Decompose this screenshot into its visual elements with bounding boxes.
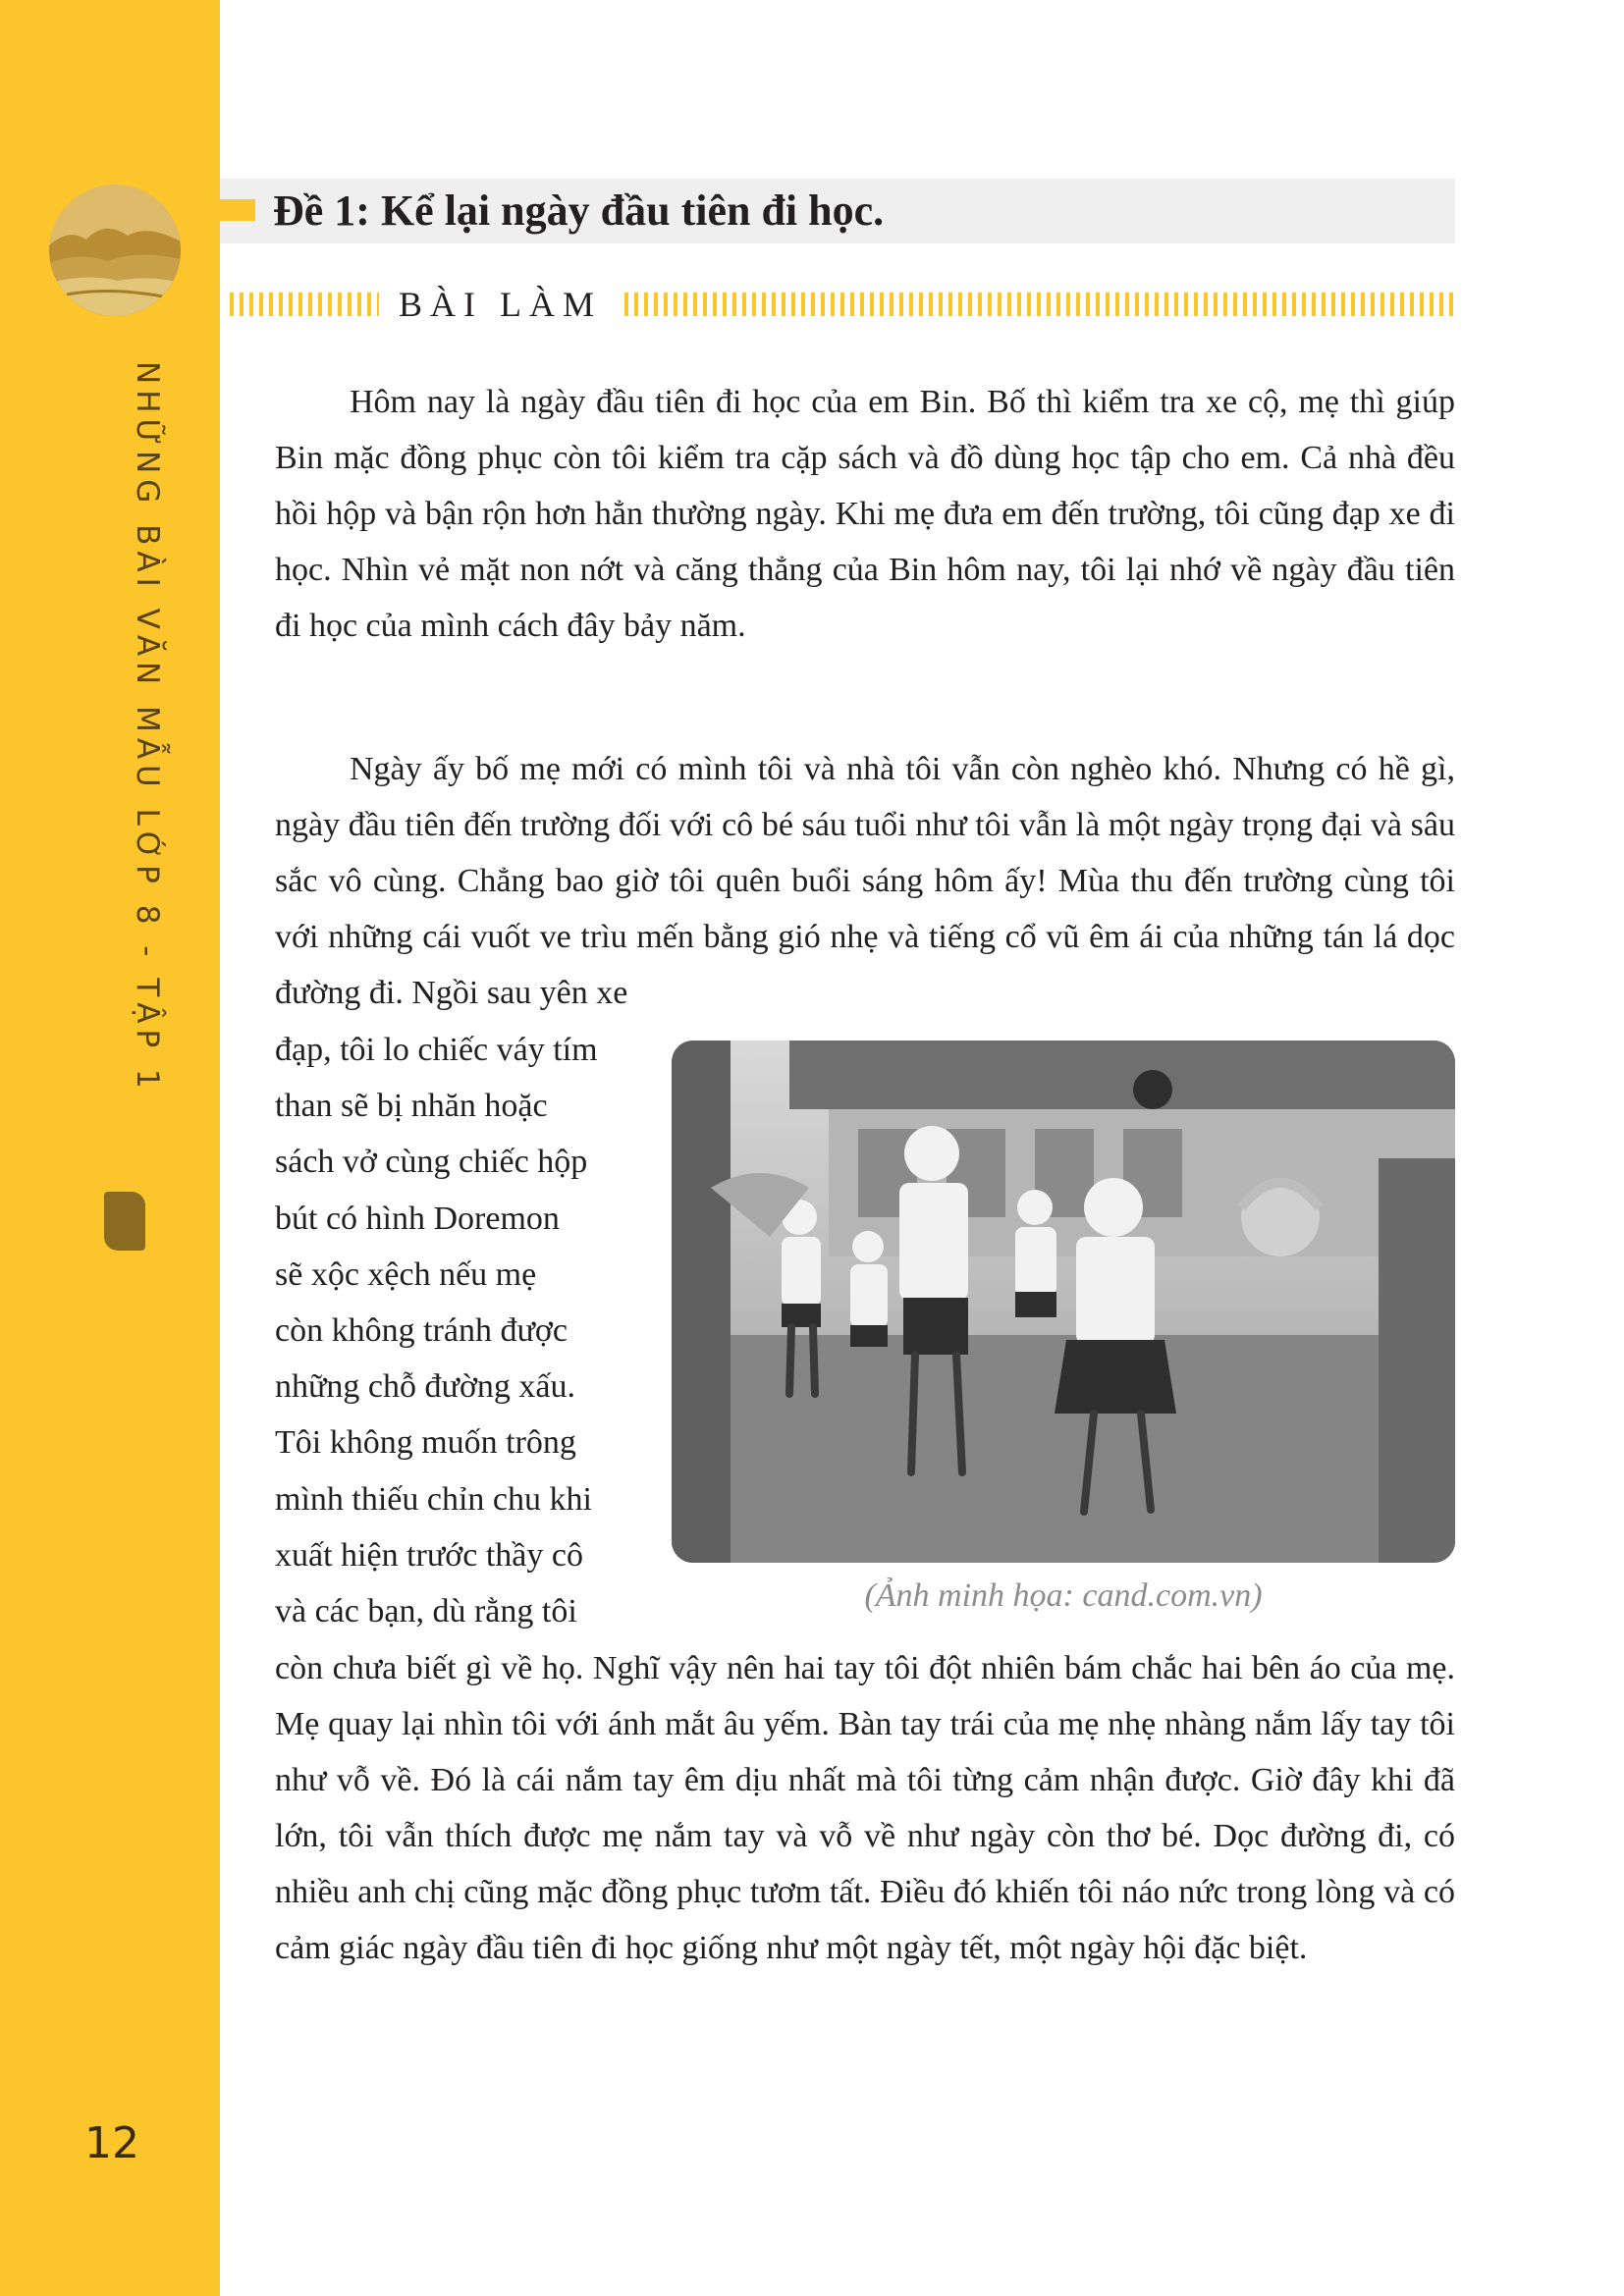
- landscape-emblem-icon: [49, 185, 181, 316]
- wrapped-line: còn không tránh được: [275, 1312, 568, 1350]
- paragraph-3-continued: còn chưa biết gì về họ. Nghĩ vậy nên hai tay tôi đột nhiên bám chắc hai bên áo của mẹ. Mẹ quay lại nhìn tôi với ánh mắt âu yếm. Bàn tay trái của mẹ nhẹ nhàng nắm lấy tay tôi như vỗ về. Đó là cái nắm tay êm dịu nhất mà tôi từng cảm nhận được. Giờ đây khi đã lớn, tôi vẫn thích được mẹ nắm tay và vỗ về như ngày còn thơ bé. Dọc đường đi, có nhiều anh chị cũng mặc đồng phục tươm tất. Điều đó khiến tôi náo nức trong lòng và có cảm giác ngày đầu tiên đi học giống như một ngày tết, một ngày hội đặc biệt.: [275, 1650, 1455, 1966]
- wrapped-line: mình thiếu chỉn chu khi: [275, 1480, 592, 1518]
- book-series-title: NHỮNG BÀI VĂN MẪU LỚP 8 - TẬP 1: [130, 361, 165, 1095]
- wrapped-line: những chỗ đường xấu.: [275, 1368, 576, 1406]
- paragraph-1: Hôm nay là ngày đầu tiên đi học của em Bin. Bố thì kiểm tra xe cộ, mẹ thì giúp Bin mặc đồng phục còn tôi kiểm tra cặp sách và đồ dùng học tập cho em. Cả nhà đều hồi hộp và bận rộn hơn hẳn thường ngày. Khi mẹ đưa em đến trường, tôi cũng đạp xe đi học. Nhìn vẻ mặt non nớt và căng thẳng của Bin hôm nay, tôi lại nhớ về ngày đầu tiên đi học của mình cách đây bảy năm.: [275, 384, 1455, 644]
- wrapped-line: bút có hình Doremon: [275, 1200, 560, 1237]
- sidebar: [0, 0, 220, 2296]
- tick-ornament-left: [230, 293, 379, 316]
- illustration-photo: [672, 1041, 1455, 1563]
- paragraph-3-wrapped-column: [275, 1022, 644, 1639]
- heading-accent-marker: [220, 199, 255, 221]
- section-divider: [230, 283, 1455, 326]
- wrapped-line: sách vở cùng chiếc hộp: [275, 1144, 588, 1181]
- wrapped-line: đạp, tôi lo chiếc váy tím: [275, 1032, 598, 1068]
- tick-ornament-right: [624, 293, 1455, 316]
- wrapped-line: xuất hiện trước thầy cô: [275, 1536, 583, 1574]
- page-number: 12: [84, 2118, 139, 2168]
- wrapped-line: than sẽ bị nhăn hoặc: [275, 1088, 548, 1125]
- paragraph-2: Ngày ấy bố mẹ mới có mình tôi và nhà tôi vẫn còn nghèo khó. Nhưng có hề gì, ngày đầu tiên đến trường đối với cô bé sáu tuổi như tôi vẫn là một ngày trọng đại và sâu sắc vô cùng. Chẳng bao giờ tôi quên buổi sáng hôm ấy! Mùa thu đến trường cùng tôi với những cái vuốt ve trìu mến bằng gió nhẹ và tiếng cổ vũ êm ái của những tán lá dọc đường đi. Ngồi sau yên xe: [275, 751, 1455, 1011]
- photo-caption: (Ảnh minh họa: cand.com.vn): [864, 1577, 1263, 1614]
- wrapped-line: sẽ xộc xệch nếu mẹ: [275, 1255, 537, 1293]
- wrapped-line: và các bạn, dù rằng tôi: [275, 1593, 577, 1630]
- sidebar-bookmark-mark: [104, 1192, 145, 1251]
- wrapped-line: Tôi không muốn trông: [275, 1424, 576, 1462]
- section-label: BÀI LÀM: [399, 285, 602, 324]
- exercise-title: Đề 1: Kể lại ngày đầu tiên đi học.: [273, 187, 885, 235]
